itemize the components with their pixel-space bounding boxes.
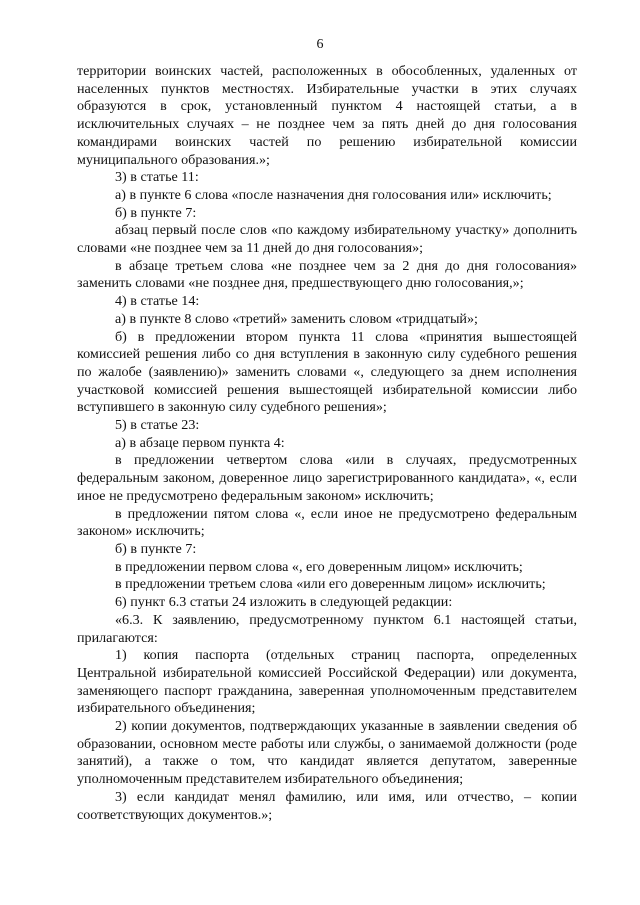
paragraph-art11-b-abz1: абзац первый после слов «по каждому избирательному участку» дополнить словами «не позднее чем за 11 дней до дня голосования»; <box>77 222 577 257</box>
paragraph-6-3-intro: «6.3. К заявлению, предусмотренному пунктом 6.1 настоящей статьи, прилагаются: <box>77 611 577 646</box>
paragraph-art23-item-b: б) в пункте 7: <box>115 540 197 557</box>
paragraph-art11-b-abz3: в абзаце третьем слова «не позднее чем за 2 дня до дня голосования» заменить словами «не позднее дня, предшествующего дню голосования,»; <box>77 257 577 292</box>
paragraph-art14-item-b: б) в предложении втором пункта 11 слова «принятия вышестоящей комиссией решения либо со дня вступления в законную силу судебного решения по жалобе (заявлению)» заменить словами «, следующего за днем исполнения участковой комиссией решения вышестоящей избирательной комиссии либо вступившего в законную силу судебного решения»; <box>77 328 577 416</box>
paragraph-article-24: 6) пункт 6.3 статьи 24 изложить в следующей редакции: <box>115 594 453 611</box>
paragraph-art23-a-sentence4: в предложении четвертом слова «или в случаях, предусмотренных федеральным законом, доверенное лицо зарегистрированного кандидата», «, если иное не предусмотрено федеральным законом» исключить; <box>77 452 577 504</box>
paragraph-article-14: 4) в статье 14: <box>115 293 200 310</box>
paragraph-6-3-item-1: 1) копия паспорта (отдельных страниц паспорта, определенных Центральной избирательной комиссией Российской Федерации) или документа, заменяющего паспорт гражданина, заверенная уполномоченным представителем избирательного объединения; <box>77 647 577 717</box>
paragraph-article-11: 3) в статье 11: <box>115 169 199 186</box>
paragraph-article-23: 5) в статье 23: <box>115 417 200 434</box>
paragraph-6-3-item-2: 2) копии документов, подтверждающих указанные в заявлении сведения об образовании, основном месте работы или службы, о занимаемой должности (роде занятий), а также о том, что кандидат является депутатом, заверенные уполномоченным представителем избирательного объединения; <box>77 718 577 788</box>
paragraph-continuation: территории воинских частей, расположенных в обособленных, удаленных от населенных пунктов местностях. Избирательные участки в этих случаях образуются в срок, установленный пунктом 4 настоящей статьи, а в исключительных случаях – не позднее чем за пять дней до дня голосования командирами воинских частей по решению избирательной комиссии муниципального образования.»; <box>77 63 577 168</box>
paragraph-art23-b-sentence3: в предложении третьем слова «или его доверенным лицом» исключить; <box>115 576 546 593</box>
page-number: 6 <box>316 37 324 52</box>
paragraph-art14-item-a: а) в пункте 8 слово «третий» заменить словом «тридцатый»; <box>115 310 478 327</box>
paragraph-art23-a-sentence5: в предложении пятом слова «, если иное не предусмотрено федеральным законом» исключить; <box>77 505 577 540</box>
paragraph-art11-item-a: а) в пункте 6 слова «после назначения дня голосования или» исключить; <box>115 186 552 203</box>
paragraph-art23-item-a: а) в абзаце первом пункта 4: <box>115 434 285 451</box>
document-body <box>77 63 577 824</box>
paragraph-art23-b-sentence1: в предложении первом слова «, его доверенным лицом» исключить; <box>115 558 523 575</box>
paragraph-6-3-item-3: 3) если кандидат менял фамилию, или имя, или отчество, – копии соответствующих документов.»; <box>77 788 577 823</box>
paragraph-art11-item-b: б) в пункте 7: <box>115 204 197 221</box>
